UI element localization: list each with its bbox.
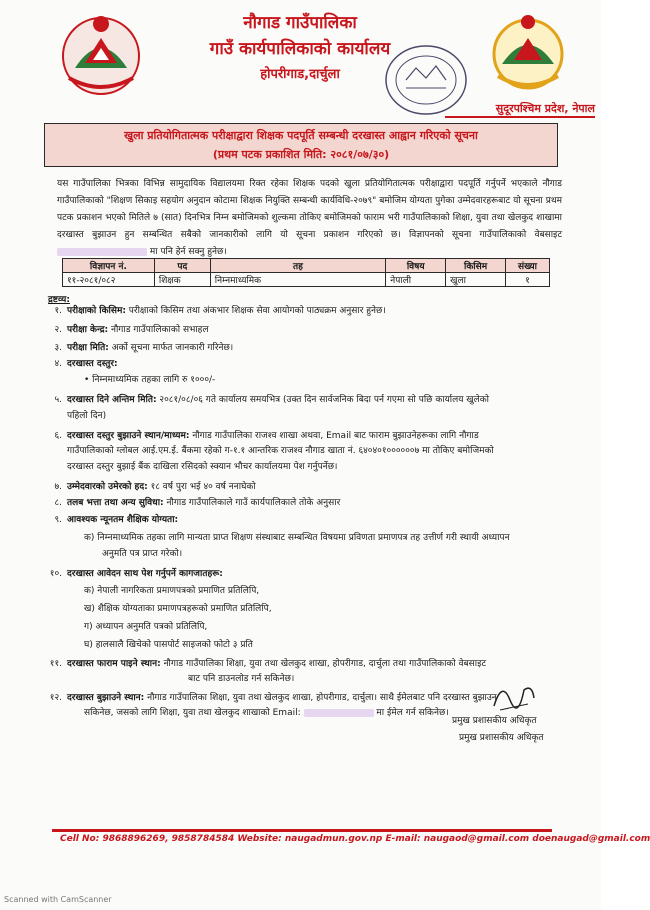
footer-divider — [52, 829, 552, 832]
province-emblem — [488, 10, 568, 98]
notice-title-box — [44, 123, 558, 167]
note-heading: दरखास्त दस्तुर: — [67, 359, 118, 369]
province-name: सुदूरपश्चिम प्रदेश, नेपाल — [495, 102, 595, 115]
table-cell: ११-२०८१/०८२ — [63, 273, 155, 287]
qualification-detail: क) निम्नमाध्यमिक तहका लागि मान्यता प्राप्त शिक्षण संस्थाबाट सम्बन्धित विषयमा प्रविणता प्रमाणपत्र तह उत्तीर्ण गरी स्थायी अध्यापन — [84, 533, 510, 543]
note-text: १८ वर्ष पुरा भई ४० वर्ष ननाघेको — [147, 482, 256, 492]
table-header: किसिम — [446, 259, 506, 273]
paragraph-text: यस गाउँपालिका भित्रका विभिन्न सामुदायिक विद्यालयमा रिक्त रहेका शिक्षक पदको खुला प्रतियोगितात्मक परीक्षाद्वारा पदपूर्ति गर्नुपर्ने भएकाले नौगाड गाउँपालिकाको "शिक्षण सिकाइ सहयोग अनुदान कोटामा शिक्षक नियुक्ति सम्बन्धी कार्यविधि-२०७९" बमोजिम योग्यता पुगेका उम्मेदवारहरूबाट यो सूचना प्रथम पटक प्रकाशन भएको मितिले ७ (सात) दिनभित्र निम्न बमोजिमको शुल्कमा तोकिए बमोजिमको फाराम भरी गाउँपालिकाको शिक्षा, युवा तथा खेलकुद शाखामा दरखास्त बुझाउन हुन सम्बन्धित सबैको जानकारीको लागि यो सूचना प्रकाशन गरिएको छ। विज्ञापनको सूचना गाउँपालिकाको वेबसाइट — [57, 179, 562, 240]
note-heading: दरखास्त फाराम पाइने स्थान: — [67, 659, 161, 669]
email-instruction-end: मा ईमेल गर्न सकिनेछ। — [376, 708, 449, 718]
note-text: अर्को सूचना मार्फत जानकारी गरिनेछ। — [108, 343, 234, 353]
note-heading: उम्मेदवारको उमेरको हद: — [67, 482, 148, 492]
note-continuation: बाट पनि डाउनलोड गर्न सकिनेछ। — [188, 674, 295, 684]
note-number: २. — [54, 325, 62, 335]
header-divider — [445, 116, 595, 118]
note-number: ४. — [54, 359, 62, 369]
table-cell: खुला — [446, 273, 506, 287]
table-header: तह — [210, 259, 386, 273]
table-header: पद — [154, 259, 210, 273]
email-instruction: सकिनेछ, जसको लागि शिक्षा, युवा तथा खेलकुद शाखाको Email: — [84, 708, 301, 718]
signatory-title-stamp: प्रमुख प्रशासकीय अधिकृत — [459, 733, 544, 743]
office-name: गाउँ कार्यपालिकाको कार्यालय — [209, 39, 391, 59]
note-number: ११. — [49, 659, 62, 669]
table-cell: नेपाली — [386, 273, 446, 287]
document-list-item: ग) अध्यापन अनुमति पत्रको प्रतिलिपि, — [84, 622, 208, 632]
municipality-name: नौगाड गाउँपालिका — [243, 13, 357, 33]
notice-publish-date: (प्रथम पटक प्रकाशित मिति: २०८१/०७/३०) — [212, 148, 390, 161]
note-heading: दरखास्त आवेदन साथ पेश गर्नुपर्ने कागजातहरू: — [67, 569, 223, 579]
note-text: नौगाड गाउँपालिका शिक्षा, युवा तथा खेलकुद शाखा, होपरीगाड, दार्चुला तथा गाउँपालिकाको वेबसाइट — [160, 659, 487, 669]
note-continuation: गाउँपालिकाको ग्लोबल आई.एम.ई. बैंकमा रहेको ग-१.१ आन्तरिक राजश्व नौगाड खाता नं. ६४०४०१००००००७ मा तोकिए बमोजिमको — [67, 446, 494, 456]
table-row — [63, 273, 550, 287]
fee-detail-text: निम्नमाध्यमिक तहका लागि रु १०००/- — [92, 375, 216, 385]
note-text: नौगाड गाउँपालिकाको सभाहल — [108, 325, 209, 335]
note-text: नौगाड गाउँपालिका राजश्व शाखा अथवा, Email बाट फाराम बुझाउनेहरूका लागि नौगाड — [189, 431, 479, 441]
signatory-title: प्रमुख प्रशासकीय अधिकृत — [452, 716, 537, 726]
note-heading: परीक्षाको किसिम: — [67, 306, 126, 316]
note-number: ६. — [54, 431, 62, 441]
document-list-item: घ) हालसालै खिचेको पासपोर्ट साइजको फोटो ३ प्रति — [84, 640, 253, 650]
note-text: नौगाड गाउँपालिकाले गाउँ कार्यपालिकाले तोके अनुसार — [163, 498, 341, 508]
note-number: ९. — [54, 515, 62, 525]
note-number: १०. — [49, 569, 62, 579]
qualification-detail-cont: अनुमति पत्र प्राप्त गरेको। — [102, 549, 183, 559]
table-header: संख्या — [506, 259, 550, 273]
notes-label: द्रष्टव्य: — [48, 295, 70, 305]
email-address-redacted — [304, 709, 374, 717]
note-heading: आवश्यक न्यूनतम शैक्षिक योग्यता: — [67, 515, 179, 525]
note-number: ३. — [54, 343, 62, 353]
table-cell: निम्नमाध्यमिक — [210, 273, 386, 287]
note-heading: परीक्षा केन्द्र: — [67, 325, 109, 335]
note-heading: दरखास्त दिने अन्तिम मिति: — [67, 395, 157, 405]
note-number: ५. — [54, 395, 62, 405]
note-number: ७. — [54, 482, 62, 492]
signature-mark — [488, 676, 538, 716]
table-cell: १ — [506, 273, 550, 287]
note-number: १. — [54, 306, 62, 316]
footer-contact: Cell No: 9868896269, 9858784584 Website: naugadmun.gov.np E-mail: naugaod@gmail.com doenaugad@gmail.com — [60, 834, 650, 844]
office-location: होपरीगाड,दार्चुला — [260, 67, 340, 82]
table-header: विज्ञापन नं. — [63, 259, 155, 273]
fee-detail: • निम्नमाध्यमिक तहका लागि रु १०००/- — [84, 375, 216, 385]
vacancy-table — [62, 258, 550, 287]
note-text: २०८१/०८/०६ गते कार्यालय समयभित्र (उक्त दिन सार्वजनिक बिदा पर्न गएमा सो पछि कार्यालय खुलेको — [156, 395, 490, 405]
table-header-row — [63, 259, 550, 273]
note-text: नौगाड गाउँपालिका शिक्षा, युवा तथा खेलकुद शाखा, होपरीगाड, दार्चुला। साथै ईमेलबाट पनि दरखास्त बुझाउन — [144, 693, 497, 703]
paragraph-end: मा पनि हेर्न सक्नु हुनेछ। — [149, 247, 227, 257]
note-heading: दरखास्त बुझाउने स्थान: — [67, 693, 145, 703]
note-number: ८. — [54, 498, 62, 508]
website-link-redacted — [57, 248, 147, 256]
note-number: १२. — [49, 693, 62, 703]
scanner-text: Scanned with CamScanner — [4, 895, 112, 904]
notice-body-paragraph — [57, 176, 562, 261]
table-cell: शिक्षक — [154, 273, 210, 287]
note-heading: परीक्षा मिति: — [67, 343, 109, 353]
nepal-government-emblem — [55, 8, 147, 100]
scanner-watermark — [4, 895, 112, 904]
note-heading: दरखास्त दस्तुर बुझाउने स्थान/माध्यम: — [67, 431, 190, 441]
note-text: परीक्षाको किसिम तथा अंकभार शिक्षक सेवा आयोगको पाठ्यक्रम अनुसार हुनेछ। — [125, 306, 386, 316]
table-header: विषय — [386, 259, 446, 273]
note-continuation: पहिलो दिन) — [67, 411, 107, 421]
document-list-item: क) नेपाली नागरिकता प्रमाणपत्रको प्रमाणित प्रतिलिपि, — [84, 586, 260, 596]
note-continuation: दरखास्त दस्तुर बुझाई बैंक दाखिला रसिदको स्क्यान भौचर कार्यालयमा पेश गर्नुपर्नेछ। — [67, 462, 338, 472]
document-list-item: ख) शैक्षिक योग्यताका प्रमाणपत्रहरूको प्रमाणित प्रतिलिपि, — [84, 604, 272, 614]
note-heading: तलब भत्ता तथा अन्य सुविधा: — [67, 498, 164, 508]
notice-title: खुला प्रतियोगितात्मक परीक्षाद्वारा शिक्षक पदपूर्ति सम्बन्धी दरखास्त आह्वान गरिएको सूचना — [124, 129, 478, 142]
